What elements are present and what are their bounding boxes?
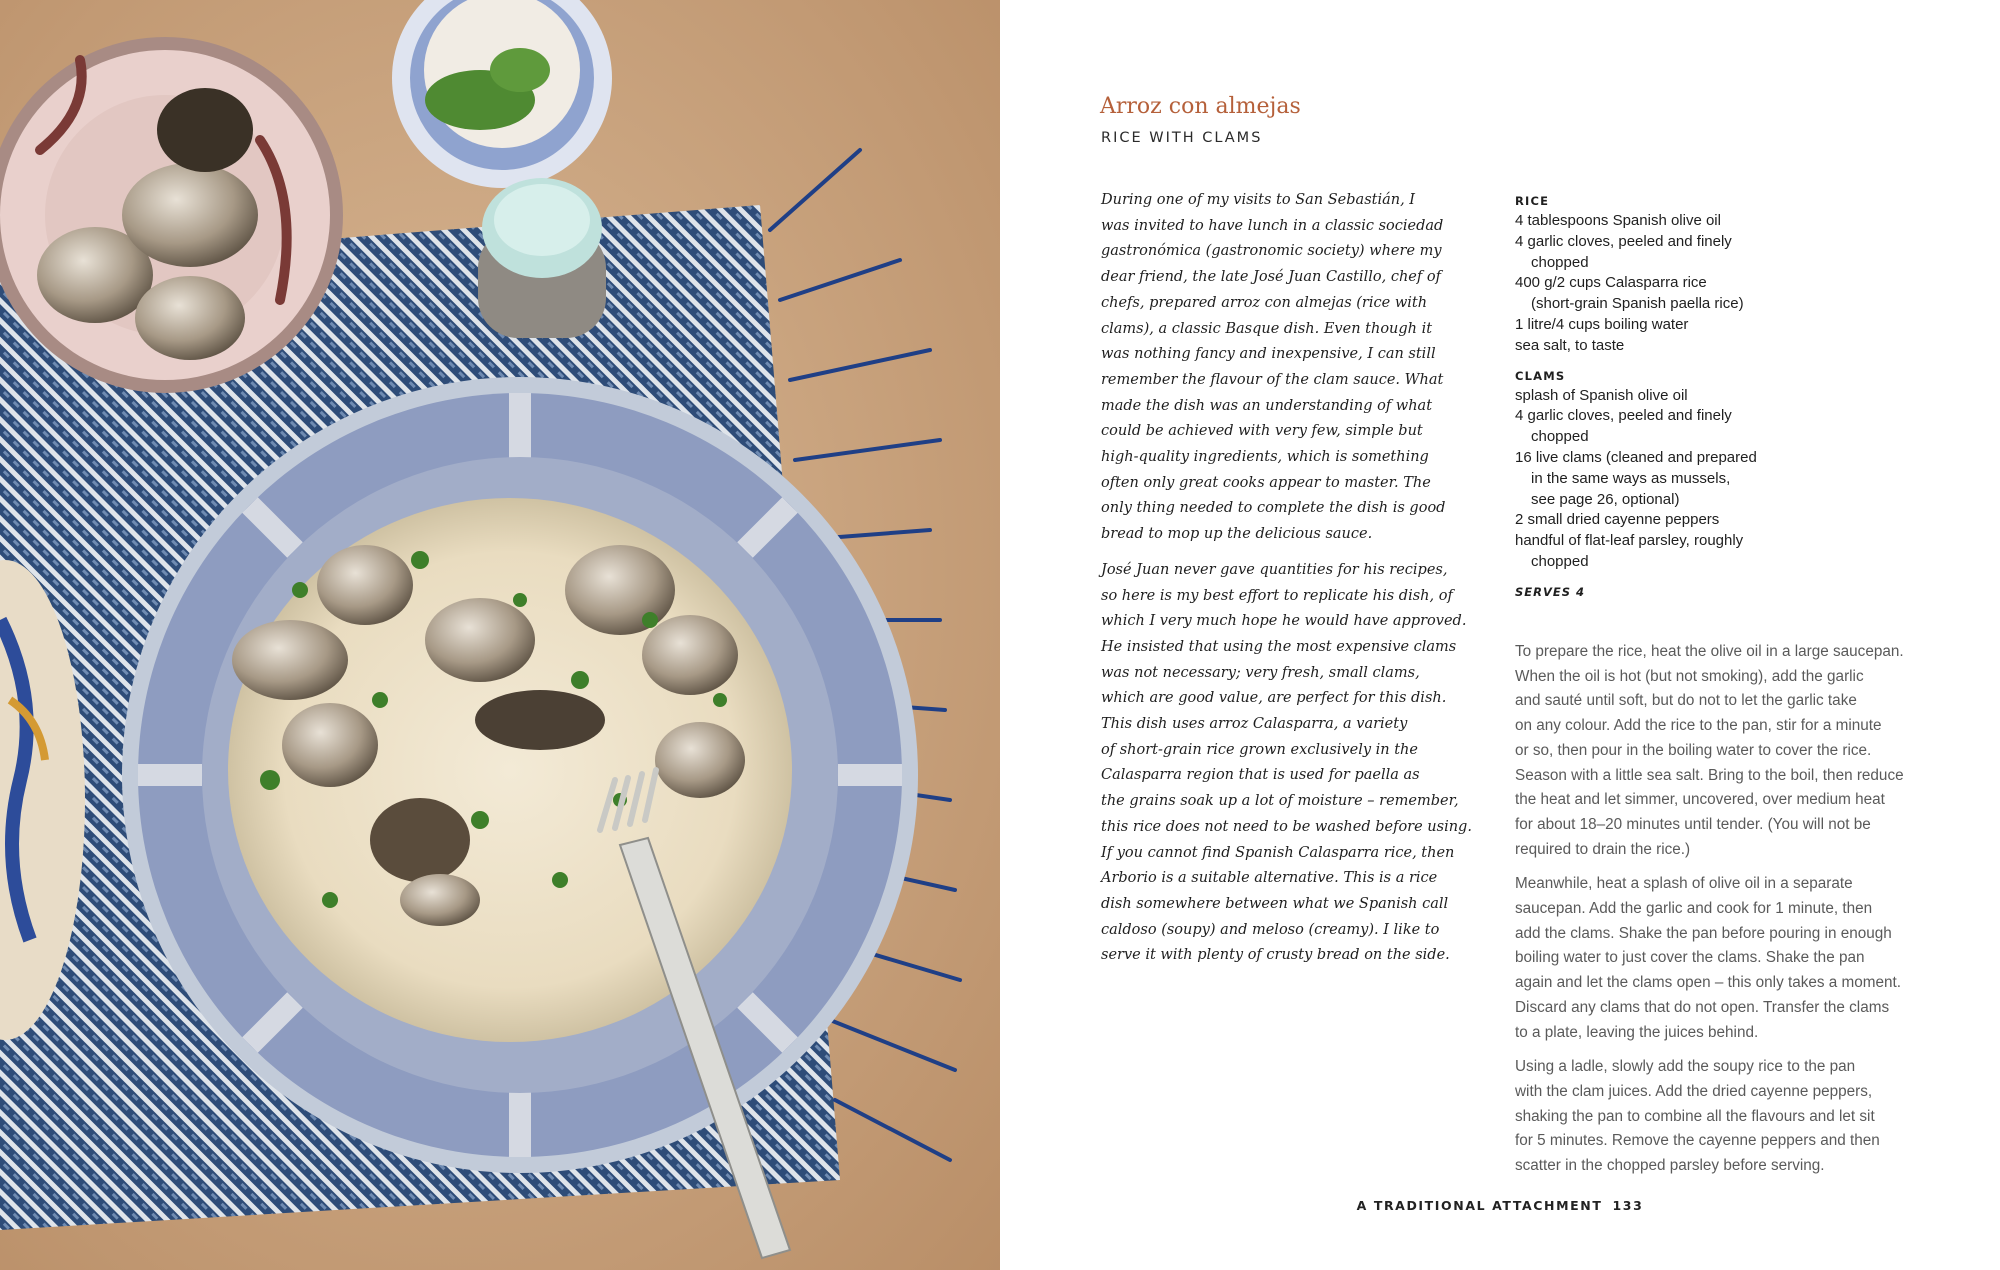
recipe-page [1000,0,2000,1270]
method-paragraph: Meanwhile, heat a splash of olive oil in a separate saucepan. Add the garlic and cook for 1 minute, then add the clams. Shake the pan before pouring in enough boiling water to just cover the clams. Shake the pan again and let the clams open – this only takes a moment. Discard any clams that do not open. Transfer the clams to a plate, leaving the juices behind. [1515,875,1902,1041]
page-footer [1000,1198,2000,1213]
method-paragraph: To prepare the rice, heat the olive oil in a large saucepan. When the oil is hot (but not smoking), add the garlic and sauté until soft, but do not to let the garlic take on any colour. Add the rice to the pan, stir for a minute or so, then pour in the boiling water to cover the rice. Season with a little sea salt. Bring to the boil, then reduce the heat and let simmer, uncovered, over medium heat for about 18–20 minutes until tender. (You will not be required to drain the rice.) [1515,643,1904,858]
ingredient-item: splash of Spanish olive oil [1515,386,1688,404]
rice-heading: RICE [1515,194,1550,208]
risotto-plate [122,377,918,1173]
clam-side-plate [0,37,343,393]
recipe-subtitle: RICE WITH CLAMS [1101,130,1263,146]
method-steps [1515,640,1915,1189]
ingredients-list [1515,191,1815,603]
recipe-introduction [1101,188,1473,979]
serves-count: SERVES 4 [1515,584,1586,599]
clams-heading: CLAMS [1515,368,1566,383]
ingredient-item: handful of flat-leaf parsley, roughly chopped [1515,532,1744,570]
chapter-title: A TRADITIONAL ATTACHMENT [1356,1198,1603,1213]
ingredient-item: 4 garlic cloves, peeled and finely chopped [1515,407,1732,446]
recipe-title: Arroz con almejas [1100,94,1301,119]
intro-paragraph: During one of my visits to San Sebastián, I was invited to have lunch in a classic sociedad gastronómica (gastronomic society) where my dear friend, the late José Juan Castillo, chef of chefs, prepared arroz con almejas (rice with clams), a classic Basque dish. Even though it was nothing fancy and inexpensive, I can still remember the flavour of the clam sauce. What made the dish was an understanding of what could be achieved with very few, simple but high-quality ingredients, which is something often only great cooks appear to master. The only thing needed to complete the dish is good bread to mop up the delicious sauce. [1101,192,1446,543]
ingredient-item: 2 small dried cayenne peppers [1515,511,1720,529]
ingredient-item: 4 garlic cloves, peeled and finely chopped [1515,232,1732,271]
ingredient-item: 16 live clams (cleaned and prepared in the same ways as mussels, see page 26, optional) [1515,448,1757,508]
method-paragraph: Using a ladle, slowly add the soupy rice to the pan with the clam juices. Add the dried cayenne peppers, shaking the pan to combine all the flavours and let sit for 5 minutes. Remove the cayenne peppers and then scatter in the chopped parsley before serving. [1515,1058,1880,1175]
pepper-shaker [478,178,606,338]
page-number: 133 [1612,1198,1644,1213]
intro-paragraph: José Juan never gave quantities for his recipes, so here is my best effort to replicate his dish, of which I very much hope he would have approved. He insisted that using the most expensive clams was not necessary; very fresh, small clams, which are good value, are perfect for this dish. This dish uses arroz Calasparra, a variety of short-grain rice grown exclusively in the Calasparra region that is used for paella as the grains soak up a lot of moisture – remember, this rice does not need to be washed before using. If you cannot find Spanish Calasparra rice, then Arborio is a suitable alternative. This is a rice dish somewhere between what we Spanish call caldoso (soupy) and meloso (creamy). I like to serve it with plenty of crusty bread on the side. [1101,561,1472,964]
ingredient-item: 4 tablespoons Spanish olive oil [1515,212,1721,229]
ingredient-item: 1 litre/4 cups boiling water [1515,315,1689,333]
ingredient-item: 400 g/2 cups Calasparra rice (short-grain Spanish paella rice) [1515,274,1744,313]
ingredient-item: sea salt, to taste [1515,336,1625,354]
